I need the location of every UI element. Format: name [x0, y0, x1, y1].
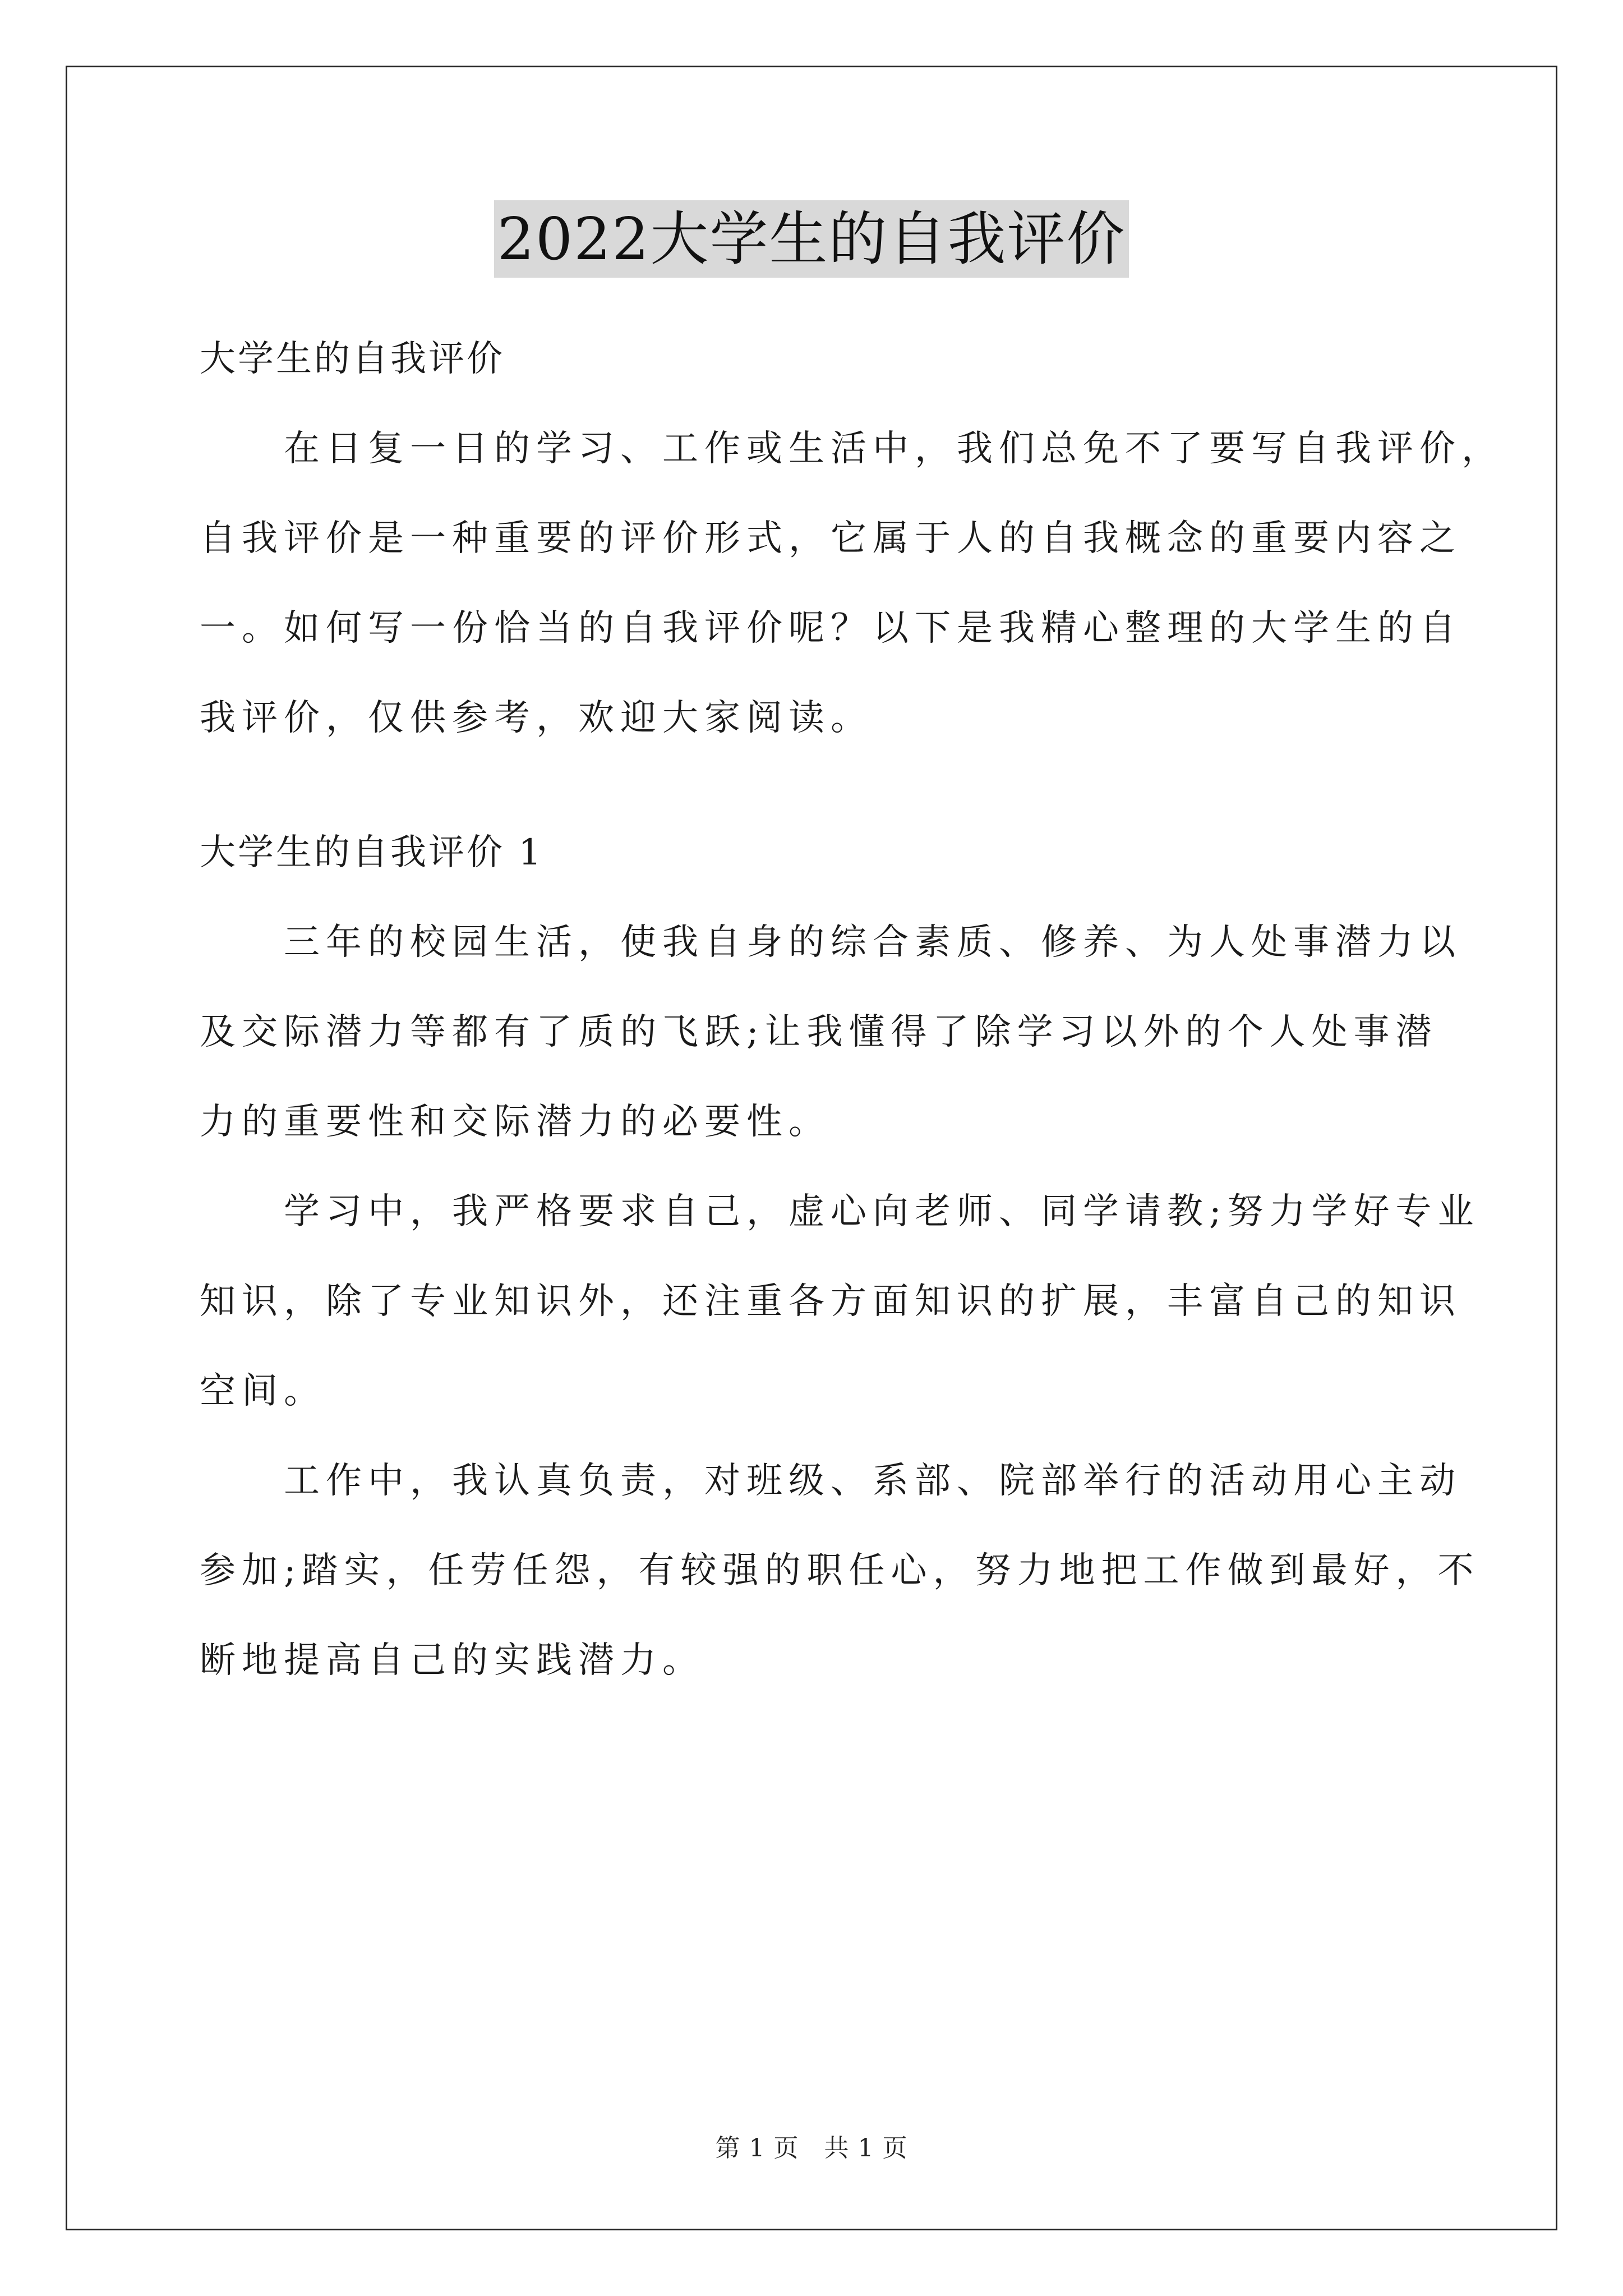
section-spacer: [200, 763, 1433, 808]
paragraph-study: [200, 1167, 1480, 1436]
text-line: 我评价，仅供参考，欢迎大家阅读。: [200, 697, 873, 739]
paragraph-campus-life: [200, 898, 1461, 1167]
page-number: 第 1 页 共 1 页: [715, 2134, 908, 2162]
text-line: 学习中，我严格要求自己，虚心向老师、同学请教;努力学好专业: [200, 1191, 1480, 1232]
text-line: 一。如何写一份恰当的自我评价呢？以下是我精心整理的大学生的自: [200, 608, 1461, 649]
text-line: 空间。: [200, 1370, 326, 1412]
text-line: 自我评价是一种重要的评价形式，它属于人的自我概念的重要内容之: [200, 518, 1461, 559]
text-line: 断地提高自己的实践潜力。: [200, 1640, 704, 1681]
paragraph-work: [200, 1436, 1480, 1705]
subtitle: 大学生的自我评价: [200, 338, 505, 380]
text-line: 工作中，我认真负责，对班级、系部、院部举行的活动用心主动: [200, 1460, 1461, 1502]
title-container: [0, 200, 1623, 278]
text-line: 及交际潜力等都有了质的飞跃;让我懂得了除学习以外的个人处事潜: [200, 1011, 1438, 1053]
document-body: [200, 314, 1504, 1705]
text-line: 知识，除了专业知识外，还注重各方面知识的扩展，丰富自己的知识: [200, 1281, 1461, 1322]
intro-paragraph: [200, 404, 1504, 763]
text-line: 三年的校园生活，使我自身的综合素质、修养、为人处事潜力以: [200, 922, 1461, 963]
text-line: 参加;踏实，任劳任怨，有较强的职任心，努力地把工作做到最好，不: [200, 1550, 1480, 1591]
document-title: 2022大学生的自我评价: [494, 200, 1129, 278]
text-line: 力的重要性和交际潜力的必要性。: [200, 1101, 831, 1143]
section-heading: 大学生的自我评价 1: [200, 832, 544, 873]
text-line: 在日复一日的学习、工作或生活中，我们总免不了要写自我评价，: [200, 428, 1504, 470]
